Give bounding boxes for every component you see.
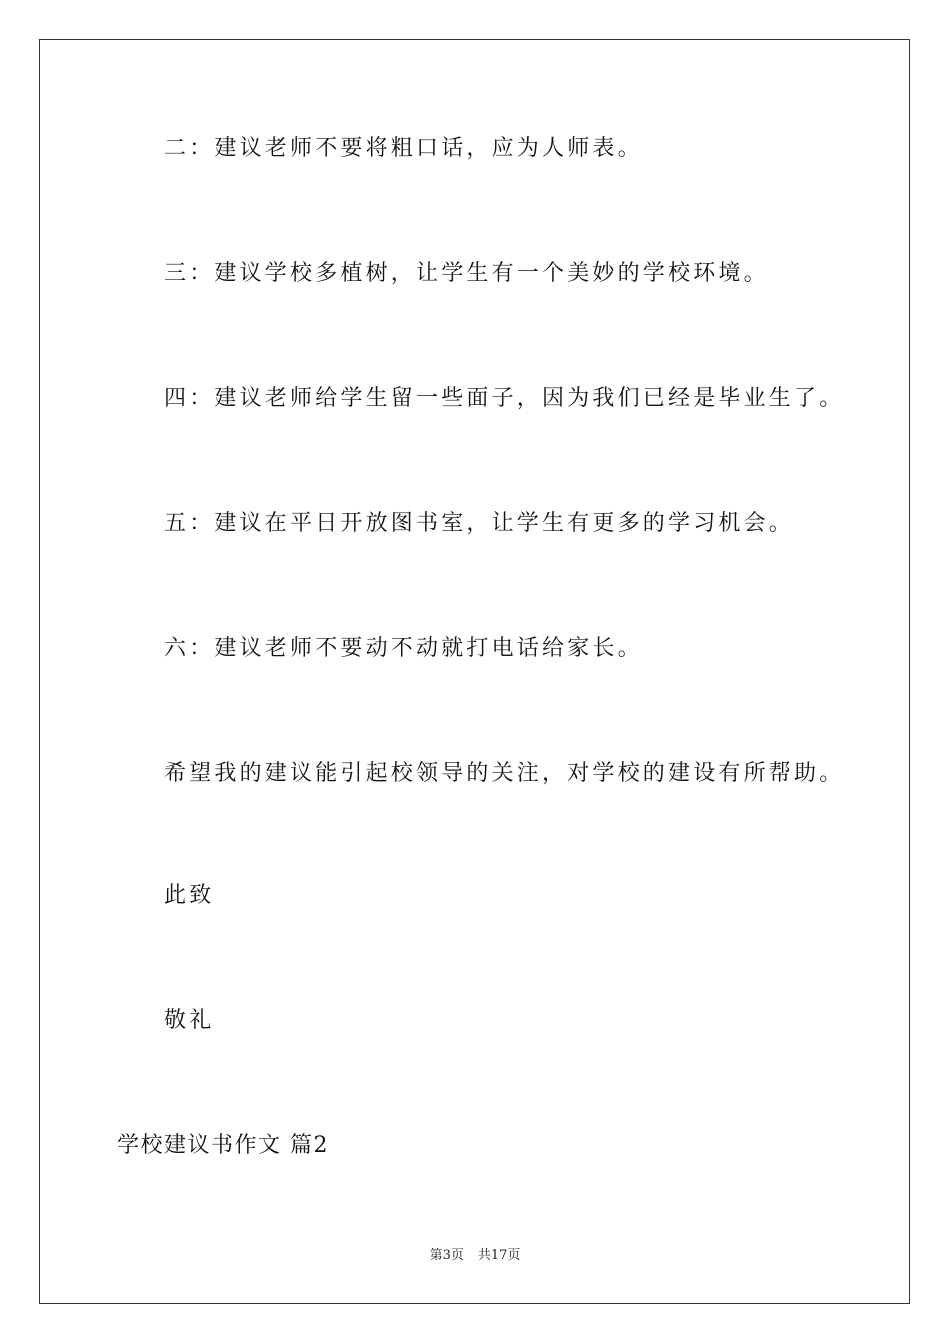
salutation-cizhi: 此致 xyxy=(164,883,215,908)
suggestion-four: 四：建议老师给学生留一些面子，因为我们已经是毕业生了。 xyxy=(164,386,845,411)
section-heading: 学校建议书作文 篇2 xyxy=(117,1133,329,1158)
page-number-total: 共17页 xyxy=(477,1248,521,1263)
page-border xyxy=(39,39,910,1304)
page-footer xyxy=(0,1247,950,1265)
suggestion-three: 三：建议学校多植树，让学生有一个美妙的学校环境。 xyxy=(164,261,769,286)
suggestion-five: 五：建议在平日开放图书室，让学生有更多的学习机会。 xyxy=(164,511,795,536)
salutation-jingli: 敬礼 xyxy=(164,1008,215,1033)
page-number-current: 第3页 xyxy=(429,1248,464,1263)
suggestion-six: 六：建议老师不要动不动就打电话给家长。 xyxy=(164,636,643,661)
suggestion-two: 二：建议老师不要将粗口话，应为人师表。 xyxy=(164,136,643,161)
closing-wish: 希望我的建议能引起校领导的关注，对学校的建设有所帮助。 xyxy=(164,761,845,786)
